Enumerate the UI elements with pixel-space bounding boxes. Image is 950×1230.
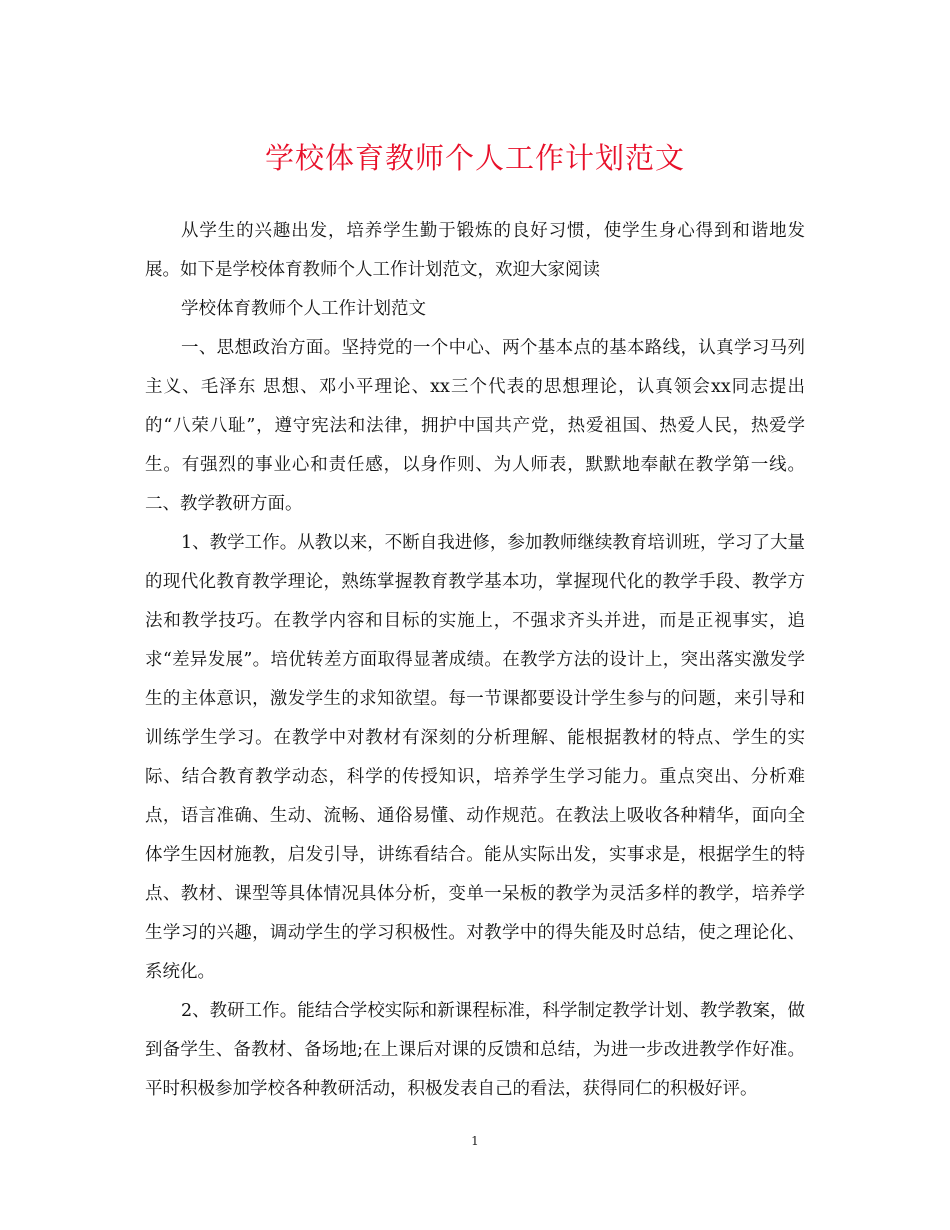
page-number: 1 — [471, 1134, 479, 1148]
section-research-paragraph: 2、教研工作。能结合学校实际和新课程标准，科学制定教学计划、教学教案，做到备学生、备教材、备场地;在上课后对课的反馈和总结，为进一步改进教学作好准。平时积极参加学校各种教研活动，积极发表自己的看法，获得同仁的积极好评。 — [145, 1001, 805, 1099]
intro-paragraph: 从学生的兴趣出发，培养学生勤于锻炼的良好习惯，使学生身心得到和谐地发展。如下是学校体育教师个人工作计划范文，欢迎大家阅读 — [145, 221, 805, 280]
document-title: 学校体育教师个人工作计划范文 — [264, 141, 685, 175]
document-body — [145, 212, 805, 1109]
subtitle-paragraph: 学校体育教师个人工作计划范文 — [181, 299, 426, 319]
section-political-paragraph: 一、思想政治方面。坚持党的一个中心、两个基本点的基本路线，认真学习马列主义、毛泽东 思想、邓小平理论、xx三个代表的思想理论，认真领会xx同志提出的“八荣八耻”，遵守宪法和法律，拥护中国共产党，热爱祖国、热爱人民，热爱学生。有强烈的事业心和责任感，以身作则、为人师表，默默地奉献在教学第一线。 二、教学教研方面。 — [145, 338, 805, 514]
section-teaching-paragraph: 1、教学工作。从教以来，不断自我进修，参加教师继续教育培训班，学习了大量的现代化教育教学理论，熟练掌握教育教学基本功，掌握现代化的教学手段、教学方法和教学技巧。在教学内容和目标的实施上，不强求齐头并进，而是正视事实，追求“差异发展”。培优转差方面取得显著成绩。在教学方法的设计上，突出落实激发学生的主体意识，激发学生的求知欲望。每一节课都要设计学生参与的问题，来引导和训练学生学习。在教学中对教材有深刻的分析理解、能根据教材的特点、学生的实际、结合教育教学动态，科学的传授知识，培养学生学习能力。重点突出、分析难点，语言准确、生动、流畅、通俗易懂、动作规范。在教法上吸收各种精华，面向全体学生因材施教，启发引导，讲练看结合。能从实际出发，实事求是，根据学生的特点、教材、课型等具体情况具体分析，变单一呆板的教学为灵活多样的教学，培养学生学习的兴趣，调动学生的学习积极性。对教学中的得失能及时总结，使之理论化、系统化。 — [145, 533, 805, 982]
